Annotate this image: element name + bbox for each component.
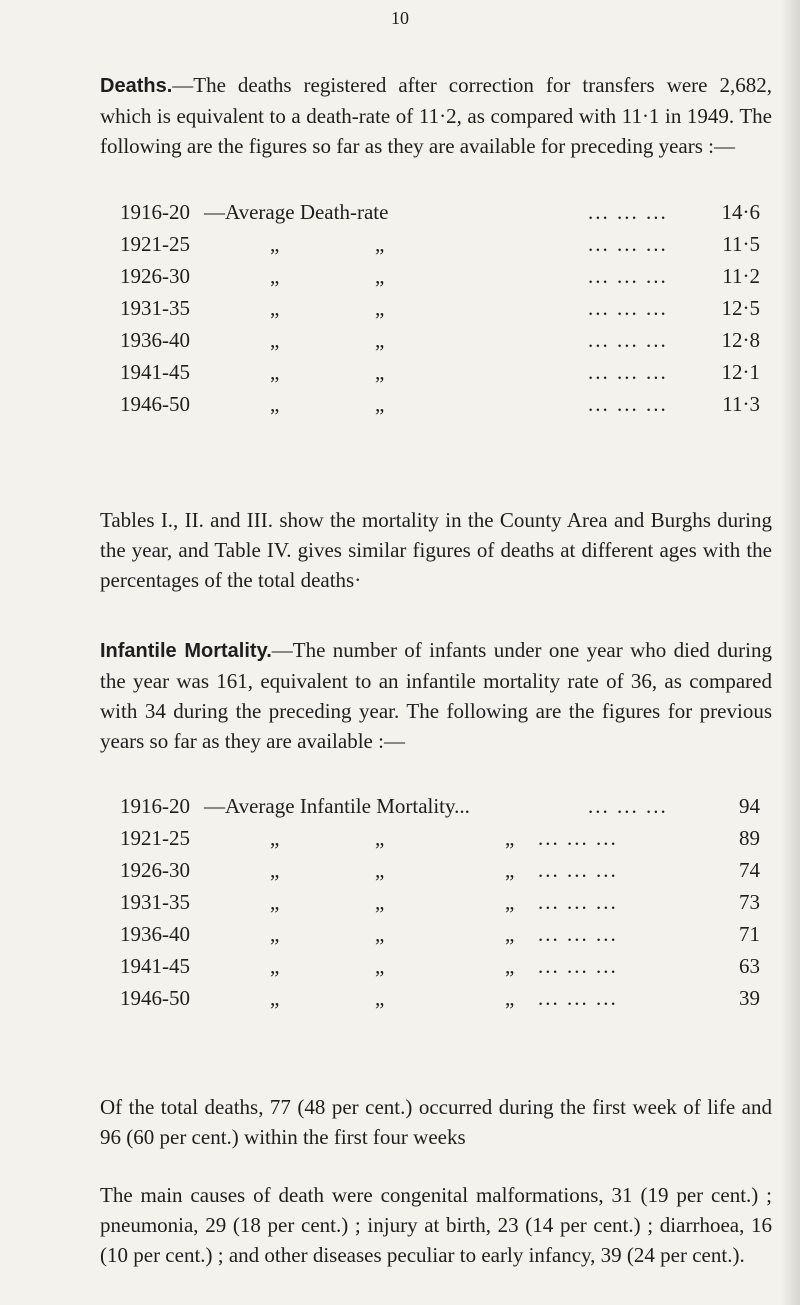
ditto-mark: „	[270, 360, 280, 384]
ditto-mark: „	[375, 392, 385, 416]
period: 1926-30	[120, 858, 190, 882]
row-label: —Average Death-rate	[204, 200, 389, 224]
leader-dots: ... ... ...	[588, 200, 668, 224]
period: 1931-35	[120, 296, 190, 320]
infant-mortality-value: 39	[739, 986, 760, 1010]
ditto-mark: „	[270, 232, 280, 256]
infant-mortality-value: 71	[739, 922, 760, 946]
ditto-mark: „	[375, 264, 385, 288]
death-rate-row-1941	[120, 356, 760, 388]
ditto-mark: „	[270, 296, 280, 320]
ditto-mark: „	[270, 264, 280, 288]
leader-dots: ... ... ...	[538, 858, 618, 882]
ditto-mark: „	[505, 954, 515, 978]
period: 1936-40	[120, 922, 190, 946]
infant-row-1916	[120, 790, 760, 822]
deaths-text: —The deaths registered after correction for transfers were 2,682, which is equivalent to a death-rate of 11·2, as compared with 11·1 in 1949. The following are the figures so far as they are available for preceding years :—	[100, 73, 772, 158]
ditto-mark: „	[375, 922, 385, 946]
death-rate-row-1916	[120, 196, 760, 228]
death-rate-row-1931	[120, 292, 760, 324]
leader-dots: ... ... ...	[588, 392, 668, 416]
page-number: 10	[391, 8, 409, 28]
infantile-heading: Infantile Mortality.	[100, 640, 272, 662]
leader-dots: ... ... ...	[538, 890, 618, 914]
infant-mortality-value: 94	[739, 794, 760, 818]
period: 1941-45	[120, 954, 190, 978]
infant-row-1936	[120, 918, 760, 950]
ditto-mark: „	[375, 986, 385, 1010]
infantile-paragraph	[100, 635, 772, 756]
period: 1936-40	[120, 328, 190, 352]
infant-mortality-value: 63	[739, 954, 760, 978]
deaths-heading: Deaths.	[100, 75, 173, 97]
ditto-mark: „	[270, 328, 280, 352]
ditto-mark: „	[375, 328, 385, 352]
death-rate-row-1921	[120, 228, 760, 260]
period: 1916-20	[120, 794, 190, 818]
period: 1926-30	[120, 264, 190, 288]
infant-row-1921	[120, 822, 760, 854]
period: 1921-25	[120, 232, 190, 256]
ditto-mark: „	[375, 858, 385, 882]
ditto-mark: „	[505, 890, 515, 914]
infant-row-1941	[120, 950, 760, 982]
death-rate-value: 11·3	[722, 392, 760, 416]
ditto-mark: „	[270, 826, 280, 850]
infant-row-1926	[120, 854, 760, 886]
leader-dots: ... ... ...	[538, 826, 618, 850]
period: 1921-25	[120, 826, 190, 850]
leader-dots: ... ... ...	[538, 986, 618, 1010]
infant-mortality-value: 73	[739, 890, 760, 914]
leader-dots: ... ... ...	[538, 954, 618, 978]
death-rate-value: 11·5	[722, 232, 760, 256]
leader-dots: ... ... ...	[588, 232, 668, 256]
ditto-mark: „	[270, 986, 280, 1010]
infant-mortality-value: 89	[739, 826, 760, 850]
ditto-mark: „	[270, 858, 280, 882]
ditto-mark: „	[505, 922, 515, 946]
infant-row-1931	[120, 886, 760, 918]
ditto-mark: „	[375, 954, 385, 978]
death-rate-row-1946	[120, 388, 760, 420]
infant-mortality-table	[120, 790, 760, 1014]
death-rate-value: 11·2	[722, 264, 760, 288]
ditto-mark: „	[375, 890, 385, 914]
leader-dots: ... ... ...	[538, 922, 618, 946]
ditto-mark: „	[270, 954, 280, 978]
infant-mortality-value: 74	[739, 858, 760, 882]
period: 1916-20	[120, 200, 190, 224]
ditto-mark: „	[270, 890, 280, 914]
death-rate-value: 12·5	[721, 296, 760, 320]
ditto-mark: „	[375, 826, 385, 850]
infant-row-1946	[120, 982, 760, 1014]
leader-dots: ... ... ...	[588, 794, 668, 818]
ditto-mark: „	[375, 232, 385, 256]
ditto-mark: „	[505, 826, 515, 850]
period: 1941-45	[120, 360, 190, 384]
infantile-text: —The number of infants under one year who died during the year was 161, equivalent to an infantile mortality rate of 36, as compared with 34 during the preceding year. The following are the figures for previous years so far as they are available :—	[100, 638, 772, 753]
death-rate-value: 14·6	[721, 200, 760, 224]
causes-paragraph: The main causes of death were congenital malformations, 31 (19 per cent.) ; pneumonia, 29 (18 per cent.) ; injury at birth, 23 (14 per cent.) ; diarrhoea, 16 (10 per cent.) ; and other diseases peculiar to early infancy, 39 (24 per cent.).	[100, 1183, 772, 1267]
first-week-paragraph: Of the total deaths, 77 (48 per cent.) occurred during the first week of life and 96 (60 per cent.) within the first four weeks	[100, 1095, 772, 1149]
death-rate-row-1936	[120, 324, 760, 356]
deaths-paragraph	[100, 70, 772, 161]
leader-dots: ... ... ...	[588, 360, 668, 384]
period: 1946-50	[120, 392, 190, 416]
ditto-mark: „	[270, 392, 280, 416]
leader-dots: ... ... ...	[588, 328, 668, 352]
tables-note-paragraph: Tables I., II. and III. show the mortality in the County Area and Burghs during the year, and Table IV. gives similar figures of deaths at different ages with the percentages of the total deaths·	[100, 508, 772, 592]
ditto-mark: „	[505, 986, 515, 1010]
page-edge-shadow	[780, 0, 800, 1305]
death-rate-value: 12·8	[721, 328, 760, 352]
death-rate-table	[120, 196, 760, 420]
row-label: —Average Infantile Mortality...	[204, 794, 470, 818]
ditto-mark: „	[375, 360, 385, 384]
leader-dots: ... ... ...	[588, 264, 668, 288]
ditto-mark: „	[375, 296, 385, 320]
ditto-mark: „	[270, 922, 280, 946]
period: 1931-35	[120, 890, 190, 914]
leader-dots: ... ... ...	[588, 296, 668, 320]
death-rate-value: 12·1	[721, 360, 760, 384]
ditto-mark: „	[505, 858, 515, 882]
period: 1946-50	[120, 986, 190, 1010]
death-rate-row-1926	[120, 260, 760, 292]
